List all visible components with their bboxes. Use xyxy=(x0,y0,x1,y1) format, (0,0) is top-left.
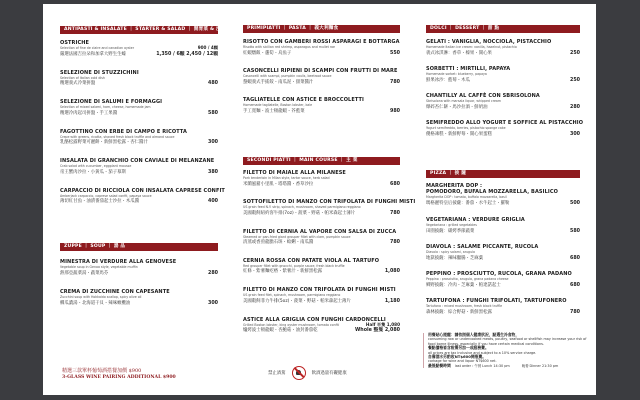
footer-left-text: 禁止酒駕 xyxy=(268,371,286,376)
menu-item xyxy=(426,217,580,235)
item-chinese-row xyxy=(60,139,218,146)
item-chinese-row xyxy=(426,282,580,289)
item-name: DIAVOLA : SALAME PICCANTE, RUCOLA xyxy=(426,244,539,250)
notice-zh-3: 自備酒水另酌收NT$600開瓶費。 xyxy=(428,354,487,360)
last-order-dinner: 晚餐 Dinner 21:30 pm xyxy=(521,363,559,368)
item-name: MARGHERITA DOP : xyxy=(426,183,483,189)
item-description: Vegetariana : grilled vegetables xyxy=(426,223,477,227)
item-name: TAGLIATELLE CON ASTICE E BROCCOLETTI xyxy=(243,97,364,103)
item-description: US grain feed N.Y. strip, spinach, mushroom, shaved parmigiano reggiano xyxy=(243,205,361,210)
item-name: CHANTILLY AL CAFFÈ CON SBRISOLONA xyxy=(426,93,540,99)
item-name: TARTUFONA : FUNGHI TRIFOLATI, TARTUFONERO xyxy=(426,298,567,304)
item-chinese-row xyxy=(426,228,580,235)
item-name: GELATI : VANIGLIA, NOCCIOLA, PISTACCHIO xyxy=(426,39,552,45)
menu-item xyxy=(243,258,400,276)
item-description: Crab salad with cucumber, eggplant mousse xyxy=(60,164,132,168)
item-name: OSTRICHE xyxy=(60,40,90,46)
item-name-chinese: 鮮果冰沙：藍莓・木瓜 xyxy=(426,77,470,83)
item-chinese-row xyxy=(426,131,580,138)
section-header-dolci: DOLCI ｜ DESSERT ｜ 甜 點 xyxy=(426,25,580,33)
item-chinese-row xyxy=(426,50,580,57)
item-price: 780 xyxy=(389,240,400,246)
item-name-chinese: 瑪格麗特皇后披薩：番茄・水牛起士・羅勒 xyxy=(426,200,510,206)
item-chinese-row xyxy=(426,104,580,111)
item-name-chinese: 薄切紅甘魚・油漬番茄起士沙拉・木瓜醬 xyxy=(60,199,140,204)
column-left xyxy=(60,4,226,395)
item-price: 580 xyxy=(569,228,580,234)
item-name: FAGOTTINO CON ERBE DI CAMPO E RICOTTA xyxy=(60,128,187,135)
item-name-chinese: 田園披薩：碳烤季節蔬菜 xyxy=(426,228,475,234)
item-chinese-row xyxy=(60,80,218,87)
item-description: Zucchini soup with Hokkaido scallop, spicy olive oil xyxy=(60,295,142,299)
item-name-line2: POMODORO, BUFALA MOZZARELLA, BASILICO xyxy=(426,189,558,195)
item-description: Yogurt semifreddo, berries, pistachio sponge cake xyxy=(426,126,506,130)
item-description: Crepe with greens, ricotta, shaved fresh black truffle and almond sauce xyxy=(60,134,175,139)
item-name-chinese: 美國穀飼菲力牛排(5oz)・菠菜・野菇・帕米森起士薄片 xyxy=(243,298,351,304)
item-name-chinese: 乳酪松露野菜可麗餅・新鮮黑松露・杏仁醬汁 xyxy=(60,140,148,145)
column-middle xyxy=(243,4,416,395)
item-name: FILETTO DI MANZO CON TRIFOLATA DI FUNGHI MISTI xyxy=(243,287,396,294)
menu-item xyxy=(243,170,400,188)
item-chinese-row xyxy=(426,200,580,207)
item-chinese-row xyxy=(60,300,218,307)
item-name: SOTTOFILETTO DI MANZO CON TRIFOLATA DI FUNGHI MISTI xyxy=(243,199,416,206)
menu-item xyxy=(243,287,400,305)
item-price: 580 xyxy=(207,110,218,116)
item-price: 1,080 xyxy=(384,269,400,275)
menu-item xyxy=(60,99,218,117)
menu-item xyxy=(243,39,400,57)
item-description: Red grouper fillet with gnocchi, purple sauce, fresh black truffle xyxy=(243,263,345,268)
notice-zh-2: 餐點價格皆含稅需另加一成服務費。 xyxy=(428,345,489,351)
item-chinese-row xyxy=(243,239,400,246)
item-price: 280 xyxy=(207,270,218,276)
item-chinese-row xyxy=(60,169,218,176)
item-price: 680 xyxy=(569,282,580,288)
item-description: Vegetable soup in Genoa style, vegetable muffin xyxy=(60,265,138,269)
notice-en-2: all prices are tax inclusive and subject to a 10% service charge. xyxy=(428,350,537,355)
item-name-chinese: 美國穀飼紐約客牛排(7oz)・菠菜・野菇・帕米森起士薄片 xyxy=(243,210,356,216)
item-name: SELEZIONE DI STUZZICHINI xyxy=(60,69,139,76)
item-chinese-row xyxy=(243,181,400,188)
item-name-chinese: 爐烤波士頓龍蝦・杏鮑菇・油封番茄乾 xyxy=(243,328,318,333)
item-price: 1,180 xyxy=(384,298,400,304)
item-description: Selection of mixed salami, ham, cheese, homemade jam xyxy=(60,105,151,109)
item-name: CASONCELLI RIPIENI DI SCAMPI CON FRUTTI DI MARE xyxy=(243,68,398,74)
item-description: Risotto with sicilian red shrimp, asparagus and mullet roe xyxy=(243,45,336,49)
section-header-zuppe: ZUPPE ｜ SOUP ｜ 湯 品 xyxy=(60,243,218,251)
item-chinese-row xyxy=(60,110,218,117)
notice-zh-1: 用餐貼心提醒：請依照個人健康狀況，點選生冷食物， xyxy=(428,332,520,337)
item-description: Homemade tagliatelle, Boston lobster, kale xyxy=(243,103,313,107)
menu-item xyxy=(60,40,218,58)
item-description: Diavola : spicy salami, arugula xyxy=(426,250,475,254)
item-description: Grilled Boston lobster, king oyster mushroom, tomato confit xyxy=(243,322,339,327)
section-header-pizza: PIZZA ｜ 披 薩 xyxy=(426,170,580,178)
item-name-chinese: 爆碎杏仁餅・馬沙拉酒・鮮奶油 xyxy=(426,104,488,110)
last-order-lunch: last order : 午餐 Lunch 14:30 pm xyxy=(454,363,510,368)
menu-item xyxy=(243,97,400,115)
item-price: 780 xyxy=(569,309,580,315)
item-price: 1,350 / 6顆 2,450 / 12顆 xyxy=(156,51,218,57)
item-name: ASTICE ALLA GRIGLIA CON FUNGHI CARDONCELLI xyxy=(243,316,386,323)
menu-item xyxy=(60,187,225,206)
item-name: CARPACCIO DI RICCIOLA CON INSALATA CAPRESE CONFIT xyxy=(60,187,225,194)
item-price: 300 xyxy=(207,140,218,145)
item-description: Amberjack carpaccio, caprese salad confit, papaya sauce xyxy=(60,193,152,198)
item-name: MINESTRA DI VERDURE ALLA GENOVESE xyxy=(60,259,177,265)
item-name: SELEZIONE DI SALUMI E FORMAGGI xyxy=(60,99,163,105)
item-price: 550 xyxy=(389,50,400,56)
menu-item xyxy=(60,289,218,307)
menu-item xyxy=(426,93,580,111)
menu-item xyxy=(426,39,580,57)
item-name-chinese: 地獄披薩：辣味臘腸・芝麻葉 xyxy=(426,255,484,261)
no-drink-driving-icon xyxy=(292,366,306,380)
item-price: 780 xyxy=(389,210,400,216)
item-name-chinese: 紅蝦燉飯・蘆筍・烏魚子 xyxy=(243,50,292,56)
item-description: Tartufona : mixed mushroom, fresh black truffle xyxy=(426,304,503,308)
item-name: SEMIFREDDO ALLO YOGURT E SOFFICE AL PISTACCHIO xyxy=(426,120,584,126)
item-name-chinese: 米蘭風豬小里肌・塔塔醬・香草沙拉 xyxy=(243,181,314,187)
item-price: 400 xyxy=(207,199,218,204)
item-name-chinese: 熱那亞蔬菜湯・蔬菜馬芬 xyxy=(60,270,109,276)
item-name-chinese: 精選義式冷菜拼盤 xyxy=(60,81,96,86)
item-description: Selection of fine de claire and canadian oyster xyxy=(60,46,135,50)
dining-notice xyxy=(423,333,588,368)
item-description: Homemade sorbet: blueberry, papaya xyxy=(426,72,487,76)
menu-item xyxy=(426,120,584,138)
menu-item xyxy=(426,244,580,262)
item-chinese-row xyxy=(426,77,580,84)
item-price: 380 xyxy=(207,169,218,175)
item-name-chinese: 帝王蟹肉沙拉・小黃瓜・茄子慕斯 xyxy=(60,169,126,175)
menu-item xyxy=(426,66,580,84)
menu-item xyxy=(243,317,400,335)
menu-item xyxy=(243,68,400,86)
item-price: Whole 整隻 2,080 xyxy=(354,328,400,333)
item-price: 250 xyxy=(569,50,580,56)
menu-item xyxy=(426,183,580,207)
item-description: Margherita DOP : tomato, buffalo mozzarella, basil xyxy=(426,195,507,199)
wine-pairing-zh: 精選三款單杯葡萄酒搭餐加價 $900 xyxy=(62,368,142,374)
item-name-chinese: 手工寬麵・波士頓龍蝦・芥藍菜 xyxy=(243,108,305,114)
item-chinese-row xyxy=(243,210,400,217)
item-name-chinese: 螯蝦義式手搖餃・南瓜泥・甜菜醬汁 xyxy=(243,79,314,85)
footer-right-text: 飲酒過量有礙健康 xyxy=(311,371,347,376)
section-header-secondi: SECONDI PIATTI ｜ MAIN COURSE ｜ 主 菜 xyxy=(243,157,400,165)
item-chinese-row xyxy=(60,270,218,277)
item-price-secondary: 900 / 4顆 xyxy=(197,45,218,50)
item-name-chinese: 義式冰淇淋：香草・榛果・開心果 xyxy=(426,50,492,56)
item-name: VEGETARIANA : VERDURE GRIGLIA xyxy=(426,217,525,223)
item-description: Steamed or pan-fried giant grouper fillet with clam, pumpkin sauce xyxy=(243,234,351,239)
notice-en-1: consuming raw or undercooked meats, poultry, seafood or shellfish may increase your risk of food borne illness, especially if you have certain medical conditions. xyxy=(428,337,587,346)
section-header-primi: PRIMIPIATTI ｜ PASTA ｜ 義大利麵食 xyxy=(243,25,400,33)
item-chinese-row xyxy=(426,309,580,316)
item-description: Pork tenderloin in Milan style, tartar sauce, herb salad xyxy=(243,176,330,180)
item-name: INSALATA DI GRANCHIO CON CAVIALE DI MELANZANE xyxy=(60,158,215,164)
menu-item xyxy=(60,158,218,176)
item-chinese-row xyxy=(426,255,580,262)
item-chinese-row xyxy=(243,298,400,305)
item-description: Selection of Italian cold dish xyxy=(60,75,105,80)
item-description: US grain feed filet, spinach, mushroom, parmigiano reggiano xyxy=(243,293,341,298)
item-name: CERNIA ROSSA CON PATATE VIOLA AL TARTUFO xyxy=(243,257,380,264)
notice-en-3: corkage for wine and liquor NT$600 net. xyxy=(428,359,497,364)
item-name: FILETTO DI MAIALE ALLA MILANESE xyxy=(243,170,346,176)
item-chinese-row xyxy=(60,198,218,205)
item-price: 300 xyxy=(207,300,218,306)
item-description: Sbrisolona with marsala liquor, whipped cream xyxy=(426,99,501,103)
item-price: 680 xyxy=(569,255,580,261)
section-header-antipasti: ANTIPASTI & INSALATE ｜ STARTER & SALAD ｜ 開胃菜 & 沙拉 xyxy=(60,26,218,34)
item-name-chinese: 紅條・紫薯麵疙瘩・紫薯汁・新鮮黑松露 xyxy=(243,269,323,275)
item-name-chinese: 櫛瓜濃湯・北海道干貝・辣味橄欖油 xyxy=(60,300,131,306)
item-name-chinese: 鄉野披薩：冷肉・芝麻葉・帕達諾起士 xyxy=(426,282,501,288)
item-price: 280 xyxy=(569,104,580,110)
menu-item xyxy=(60,129,218,147)
item-chinese-row xyxy=(243,268,400,275)
item-name: SORBETTI : MIRTILLI, PAPAYA xyxy=(426,66,511,72)
item-name-chinese: 嚴選法國吉拉朵和加拿大野生生蠔 xyxy=(60,51,126,57)
item-name: RISOTTO CON GAMBERI ROSSI ASPARAGI E BOTTARGA xyxy=(243,39,400,45)
item-name: FILETTO DI CERNIA AL VAPORE CON SALSA DI ZUCCA xyxy=(243,228,397,235)
item-chinese-row xyxy=(243,108,400,115)
wine-pairing-en: 3-GLASS WINE PAIRING ADDITIONAL $900 xyxy=(62,375,176,380)
item-name: CREMA DI ZUCCHINE CON CAPESANTE xyxy=(60,289,170,295)
item-price: 780 xyxy=(389,79,400,85)
item-chinese-row xyxy=(243,79,400,86)
item-price: 980 xyxy=(389,108,400,114)
item-name-chinese: 優格凍糕・新鮮野莓・開心果蛋糕 xyxy=(426,131,492,137)
menu-item xyxy=(426,298,580,316)
item-name-chinese: 精選冷肉起司拼盤・手工果醬 xyxy=(60,110,118,116)
item-description: Homemade Italian ice cream: vanilla, hazelnut, pistachio xyxy=(426,45,517,49)
menu-item xyxy=(60,259,218,277)
menu-item xyxy=(243,199,416,217)
footer-warning xyxy=(268,366,347,380)
item-name: PEPPINO : PROSCIUTTO, RUCOLA, GRANA PADANO xyxy=(426,271,572,277)
item-chinese-row xyxy=(60,51,218,58)
item-price: 300 xyxy=(569,131,580,137)
item-description: Casoncelli with scampi, pumpkin coulis, beetroot sauce xyxy=(243,74,332,78)
item-description: Peppino : prosciutto, arugula, grana padano cheese xyxy=(426,277,509,281)
item-name-chinese: 森林披薩：綜合野菇・新鮮黑松露 xyxy=(426,309,492,315)
menu-item xyxy=(60,70,218,88)
item-chinese-row xyxy=(243,50,400,57)
item-name-chinese: 清蒸或香煎龍膽石斑・蛤蜊・南瓜醬 xyxy=(243,240,314,246)
item-price: 500 xyxy=(569,200,580,206)
item-price: 480 xyxy=(207,81,218,86)
menu-item xyxy=(243,229,400,247)
item-chinese-row xyxy=(243,327,400,334)
menu-item xyxy=(426,271,580,289)
item-price: 250 xyxy=(569,77,580,83)
item-price-secondary: Half 半隻 1,080 xyxy=(365,321,400,327)
item-price: 680 xyxy=(389,181,400,187)
last-order-label: 最後點餐時間 xyxy=(428,362,451,368)
